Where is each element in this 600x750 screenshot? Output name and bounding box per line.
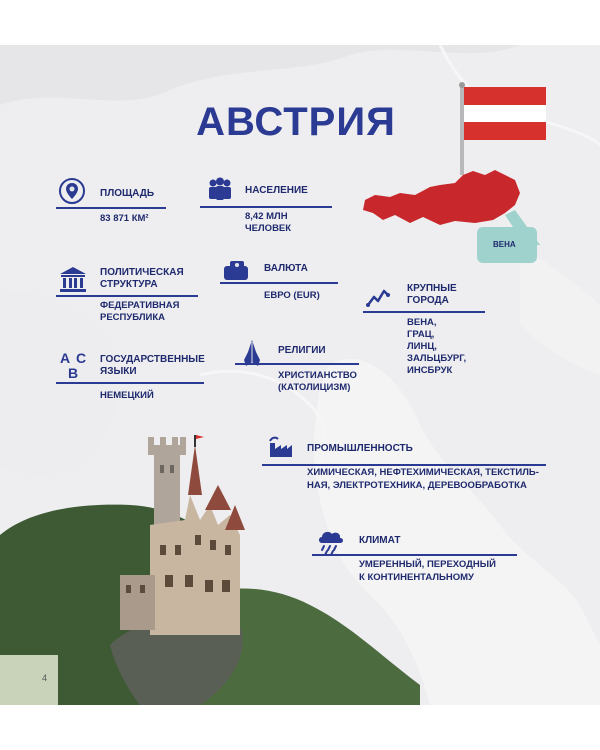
politics-label-line1: ПОЛИТИЧЕСКАЯ [100,267,184,278]
currency-value: ЕВРО (EUR) [264,290,320,301]
page [0,45,600,705]
castle-on-hill-illustration [0,425,420,705]
languages-value: НЕМЕЦКИЙ [100,390,154,401]
location-pin-icon [58,177,86,205]
alphabet-icon: А С В [60,350,87,381]
city-item: ГРАЦ, [407,329,435,340]
cities-label-line1: КРУПНЫЕ [407,283,457,294]
area-label: ПЛОЩАДЬ [100,188,155,199]
page-title: АВСТРИЯ [196,100,396,144]
industry-value-line2: НАЯ, ЭЛЕКТРОТЕХНИКА, ДЕРЕВООБРАБОТКА [307,480,527,491]
page-number-tab [0,655,58,705]
people-icon [205,177,235,203]
currency-label: ВАЛЮТА [264,263,308,274]
area-value: 83 871 КМ² [100,213,149,224]
politics-value-line1: ФЕДЕРАТИВНАЯ [100,300,180,311]
religion-value-line2: (КАТОЛИЦИЗМ) [278,382,351,393]
money-icon [222,258,252,284]
politics-value-line2: РЕСПУБЛИКА [100,312,166,323]
area-rule [56,207,166,209]
religion-value-line1: ХРИСТИАНСТВО [278,370,357,381]
politics-rule [56,295,198,297]
city-item: ВЕНА, [407,317,437,328]
languages-label-line1: ГОСУДАРСТВЕННЫЕ [100,354,205,365]
languages-label-line2: ЯЗЫКИ [100,366,137,377]
capital-callout [477,227,537,263]
city-item: ИНСБРУК [407,365,453,376]
languages-rule [56,382,204,384]
page-number: 4 [42,673,48,683]
religion-rule [235,363,359,365]
cities-label-line2: ГОРОДА [407,295,449,306]
capital-label: ВЕНА [493,240,516,249]
currency-rule [220,282,338,284]
city-item: ЛИНЦ, [407,341,437,352]
climate-label: КЛИМАТ [359,535,401,546]
climate-value-line2: К КОНТИНЕНТАЛЬНОМУ [359,572,474,583]
population-rule [200,206,332,208]
population-label: НАСЕЛЕНИЕ [245,185,308,196]
trend-line-icon [366,285,392,309]
city-item: ЗАЛЬЦБУРГ, [407,353,467,364]
industry-label: ПРОМЫШЛЕННОСТЬ [307,443,413,454]
government-building-icon [58,265,88,293]
cities-rule [363,311,485,313]
religion-label: РЕЛИГИИ [278,345,326,356]
climate-value-line1: УМЕРЕННЫЙ, ПЕРЕХОДНЫЙ [359,559,496,570]
population-value-line1: 8,42 МЛН [245,211,288,222]
politics-label-line2: СТРУКТУРА [100,279,158,290]
industry-value-line1: ХИМИЧЕСКАЯ, НЕФТЕХИМИЧЕСКАЯ, ТЕКСТИЛЬ- [307,467,539,478]
population-value-line2: ЧЕЛОВЕК [245,223,292,234]
